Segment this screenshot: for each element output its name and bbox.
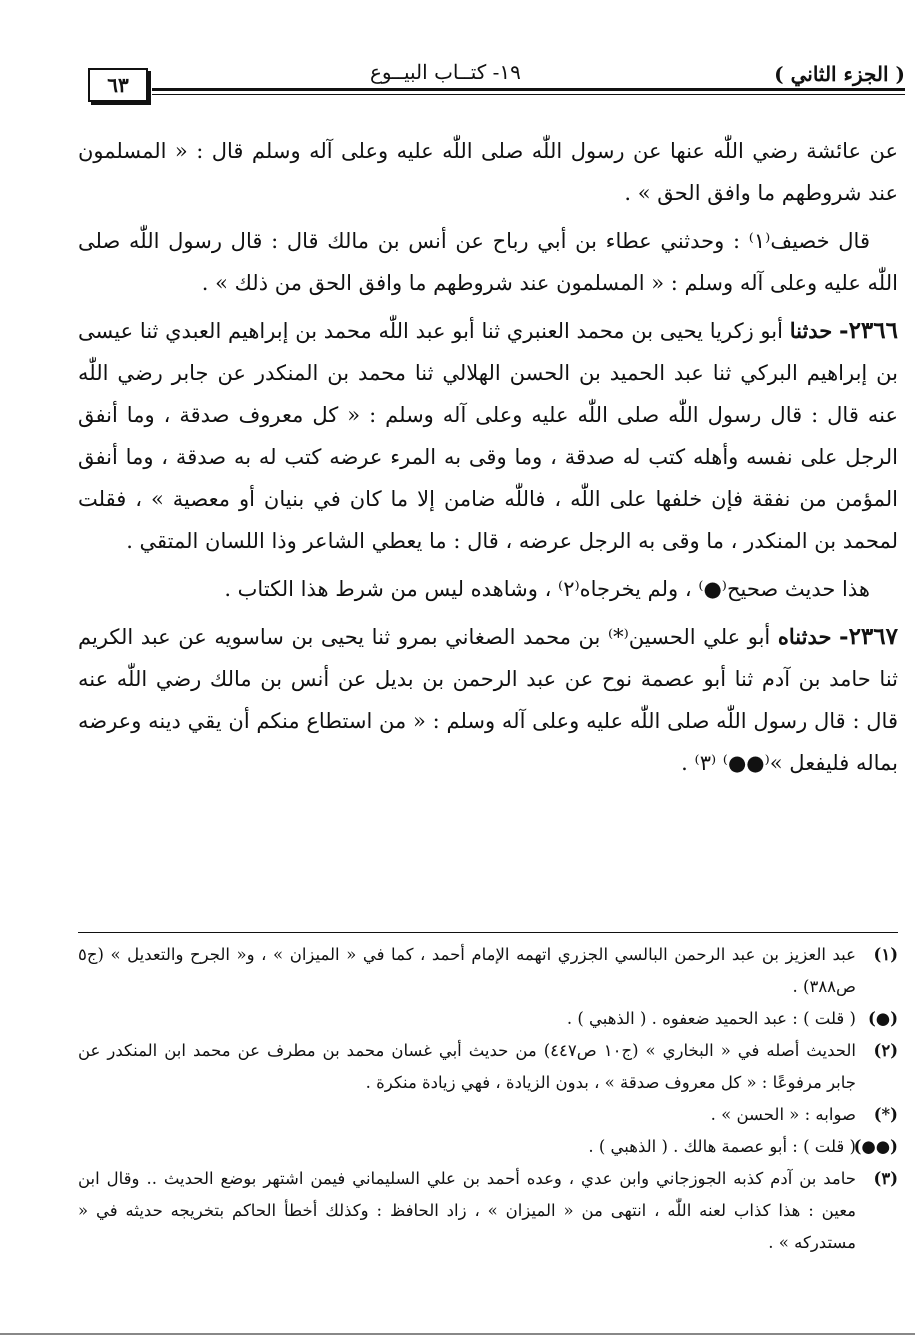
- footnote-mark: (●): [867, 1009, 898, 1028]
- page-number: ٦٣: [88, 68, 148, 102]
- footnote: [78, 1163, 898, 1259]
- book-title: ١٩- كتــاب البيــوع: [370, 60, 521, 84]
- footnote-mark: (●●): [853, 1137, 898, 1156]
- footnote-mark: (٢): [873, 1041, 898, 1060]
- hadith-text: أبو علي الحسين⁽*⁾ بن محمد الصغاني بمرو ثنا يحيى بن ساسويه عن عبد الكريم ثنا حامد بن آدم ثنا أبو عصمة نوح عن عبد الرحمن بن بديل عن أنس بن مالك رضي اللّٰه عنه قال : قال رسول اللّٰه صلى اللّٰه عليه وعلى آله وسلم : « من استطاع منكم أن يقي دينه وعرضه بماله فليفعل »⁽●●⁾ ⁽٣⁾ .: [78, 625, 898, 775]
- paragraph-grading: هذا حديث صحيح⁽●⁾ ، ولم يخرجاه⁽٢⁾ ، وشاهده ليس من شرط هذا الكتاب .: [224, 577, 870, 601]
- hadith-2366: [78, 310, 898, 562]
- hadith-number: ٢٣٦٧-: [839, 623, 898, 650]
- header-rule-thin: [152, 94, 905, 95]
- footnote-text: صوابه : « الحسن » .: [710, 1105, 856, 1124]
- footnote: [78, 939, 898, 1003]
- hadith-lead-word: حدثنا: [789, 318, 833, 343]
- hadith-number: ٢٣٦٦-: [839, 317, 898, 344]
- footnote-mark: (٣): [873, 1169, 898, 1188]
- footnote: [78, 1035, 898, 1099]
- footnote-mark: (*): [873, 1105, 898, 1124]
- page-bottom-edge: [0, 1333, 915, 1335]
- part-title: ( الجزء الثاني ): [774, 62, 905, 86]
- header-rule: [152, 88, 905, 91]
- hadith-lead-word: حدثناه: [777, 624, 832, 649]
- footnote-text: ( قلت ) : أبو عصمة هالك . ( الذهبي ) .: [588, 1137, 856, 1156]
- main-text: [78, 130, 898, 790]
- footnotes: [78, 932, 898, 1259]
- paragraph-aisha: عن عائشة رضي اللّٰه عنها عن رسول اللّٰه صلى اللّٰه عليه وعلى آله وسلم قال : « المسلمون عند شروطهم ما وافق الحق » .: [78, 139, 898, 205]
- page-header: [80, 52, 905, 112]
- footnote-text: حامد بن آدم كذبه الجوزجاني وابن عدي ، وعده أحمد بن علي السليماني فيمن اشتهر بوضع الحديث .. وقال ابن معين : هذا كذاب لعنه اللّٰه ، انتهى من « الميزان » ، زاد الحافظ : وكذلك أخطأ الحاكم بتخريجه حديثه في « مستدركه » .: [78, 1169, 856, 1252]
- footnote-text: ( قلت ) : عبد الحميد ضعفوه . ( الذهبي ) .: [566, 1009, 856, 1028]
- footnote: [78, 1131, 898, 1163]
- paragraph-khusaif: قال خصيف⁽١⁾ : وحدثني عطاء بن أبي رباح عن أنس بن مالك قال : قال رسول اللّٰه صلى اللّٰه عليه وعلى آله وسلم : « المسلمون عند شروطهم ما وافق الحق من ذلك » .: [78, 229, 898, 295]
- footnote-mark: (١): [873, 945, 898, 964]
- hadith-2367: [78, 616, 898, 784]
- footnote-text: عبد العزيز بن عبد الرحمن البالسي الجزري اتهمه الإمام أحمد ، كما في « الميزان » ، و« الجرح والتعديل » (ج٥ ص٣٨٨) .: [78, 945, 856, 996]
- hadith-text: أبو زكريا يحيى بن محمد العنبري ثنا أبو عبد اللّٰه محمد بن إبراهيم العبدي ثنا عيسى بن إبراهيم البركي ثنا عبد الحميد بن الحسن الهلالي ثنا محمد بن المنكدر عن جابر رضي اللّٰه عنه قال : قال رسول اللّٰه صلى اللّٰه عليه وعلى آله وسلم : « كل معروف صدقة ، وما أنفق الرجل على نفسه وأهله كتب له صدقة ، وما وقى به المرء عرضه كتب له به صدقة ، وما أنفق المؤمن من نفقة فإن خلفها على اللّٰه ، فاللّٰه ضامن إلا ما كان في بنيان أو معصية » ، فقلت لمحمد بن المنكدر ، ما وقى به الرجل عرضه ، قال : ما يعطي الشاعر وذا اللسان المتقي .: [78, 319, 898, 553]
- footnote-text: الحديث أصله في « البخاري » (ج١٠ ص٤٤٧) من حديث أبي غسان محمد بن مطرف عن محمد ابن المنكدر عن جابر مرفوعًا : « كل معروف صدقة » ، بدون الزيادة ، فهي زيادة منكرة .: [78, 1041, 856, 1092]
- footnote: [78, 1003, 898, 1035]
- footnote: [78, 1099, 898, 1131]
